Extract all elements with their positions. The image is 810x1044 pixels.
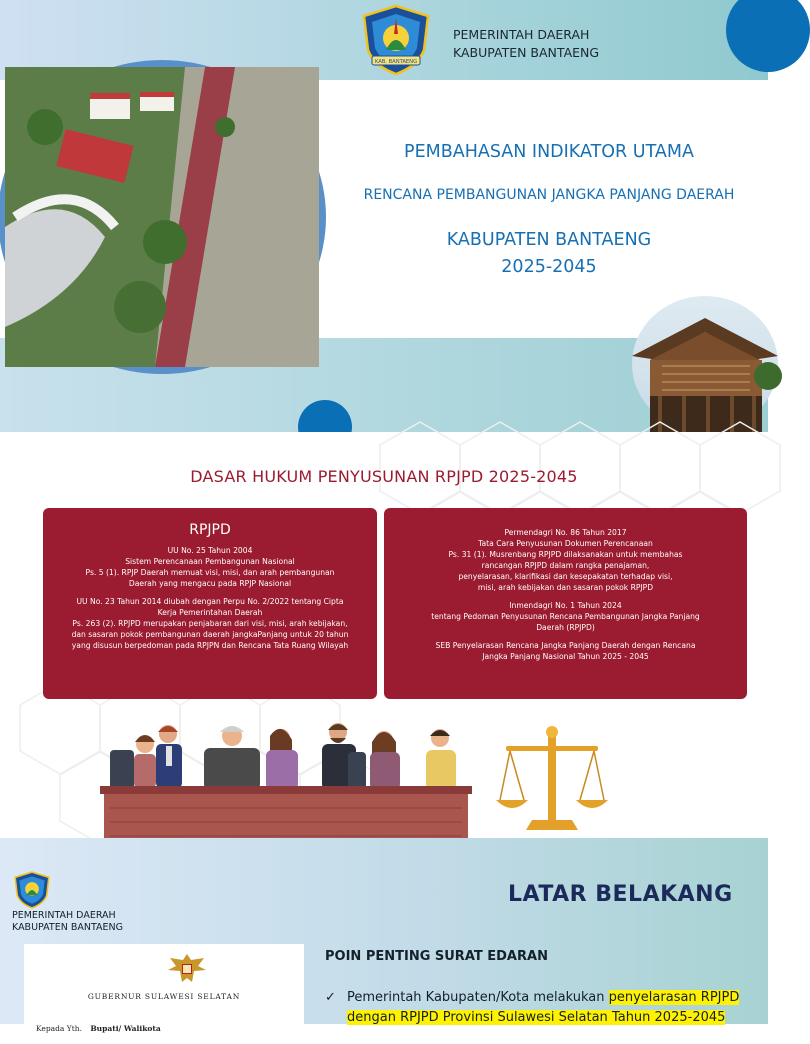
letter-preview [24,944,304,1044]
legal-line: dan sasaran pokok pembangunan daerah jangkaPanjang untuk 20 tahun [71,630,349,639]
legal-line: UU No. 23 Tahun 2014 diubah dengan Perpu No. 2/2022 tentang Cipta [76,597,344,606]
legal-line: SEB Penyelarasan Rencana Jangka Panjang Daerah dengan Rencana [435,641,696,650]
government-name [12,910,123,934]
regency-logo-icon [12,870,52,910]
legal-line: UU No. 25 Tahun 2004 [167,546,253,555]
gov-line-2: KABUPATEN BANTAENG [12,922,124,933]
legal-line: Permendagri No. 86 Tahun 2017 [504,528,627,537]
legal-line: Ps. 31 (1). Musrenbang RPJPD dilaksanakan untuk membahas [448,550,683,559]
slide-title: DASAR HUKUM PENYUSUNAN RPJPD 2025-2045 [190,467,578,486]
legal-line: Jangka Panjang Nasional Tahun 2025 - 2045 [482,652,649,661]
legal-line: yang disusun berpedoman pada RPJPN dan Rencana Tata Ruang Wilayah [71,641,349,650]
gov-line-2: KABUPATEN BANTAENG [453,45,600,60]
period-title: 2025-2045 [501,257,597,277]
highlight-text: penyelarasan RPJPD [608,990,740,1005]
regency-logo-icon [358,4,434,76]
legal-line: Daerah (RPJPD) [536,623,595,632]
box-heading: RPJPD [189,522,231,538]
check-icon: ✓ [325,990,336,1005]
legal-line: Ps. 263 (2). RPJPD merupakan penjabaran dari visi, misi, arah kebijakan, [72,619,348,628]
slide-title: LATAR BELAKANG [508,882,733,907]
highlight-text: dengan RPJPD Provinsi Sulawesi Selatan Tahun 2025-2045 [347,1010,726,1025]
letter-addressee [36,1024,161,1033]
legal-line: misi, arah kebijakan dan sasaran pokok RPJPD [477,583,654,592]
rpjpd-box [43,508,377,699]
legal-line: Kerja Pemerintahan Daerah [157,608,263,617]
letter-recipient: Bupati/ Walikota [90,1024,161,1033]
slide-title [0,0,768,432]
legal-line: Inmendagri No. 1 Tahun 2024 [509,601,622,610]
slide-background [0,838,768,1033]
legal-line: tentang Pedoman Penyusunan Rencana Pembangunan Jangka Panjang [431,612,700,621]
legal-line: Tata Cara Penyusunan Dokumen Perencanaan [478,539,653,548]
list-item [325,988,745,1028]
people-panel-icon [100,722,472,852]
aerial-photo-icon [0,60,326,374]
section-subtitle: POIN PENTING SURAT EDARAN [325,949,548,964]
gov-line-1: PEMERINTAH DAERAH [12,910,116,921]
scale-of-justice-icon [496,724,608,834]
gov-line-1: PEMERINTAH DAERAH [453,27,590,42]
garuda-emblem-icon [166,952,208,986]
legal-line: rancangan RPJPD dalam rangka penajaman, [481,561,650,570]
bullet-text: Pemerintah Kabupaten/Kota melakukan [347,990,609,1005]
main-title: PEMBAHASAN INDIKATOR UTAMA [404,142,694,162]
regulation-box [384,508,747,699]
legal-line: Ps. 5 (1). RPJP Daerah memuat visi, misi, dan arah pembangunan [85,568,335,577]
legal-line: Daerah yang mengacu pada RPJP Nasional [128,579,292,588]
slide-legal-basis [0,432,768,838]
regency-title: KABUPATEN BANTAENG [446,230,652,250]
traditional-house-icon [632,296,778,432]
logo-caption: KAB. BANTAENG [374,59,418,65]
legal-line: Sistem Perencanaan Pembangunan Nasional [125,557,295,566]
subtitle: RENCANA PEMBANGUNAN JANGKA PANJANG DAERAH [363,187,735,203]
letter-head: GUBERNUR SULAWESI SELATAN [87,992,241,1001]
legal-line: penyelarasan, klarifikasi dan kesepakatan terhadap visi, [458,572,673,581]
letter-to: Kepada Yth. [36,1024,82,1033]
government-name [453,26,599,62]
